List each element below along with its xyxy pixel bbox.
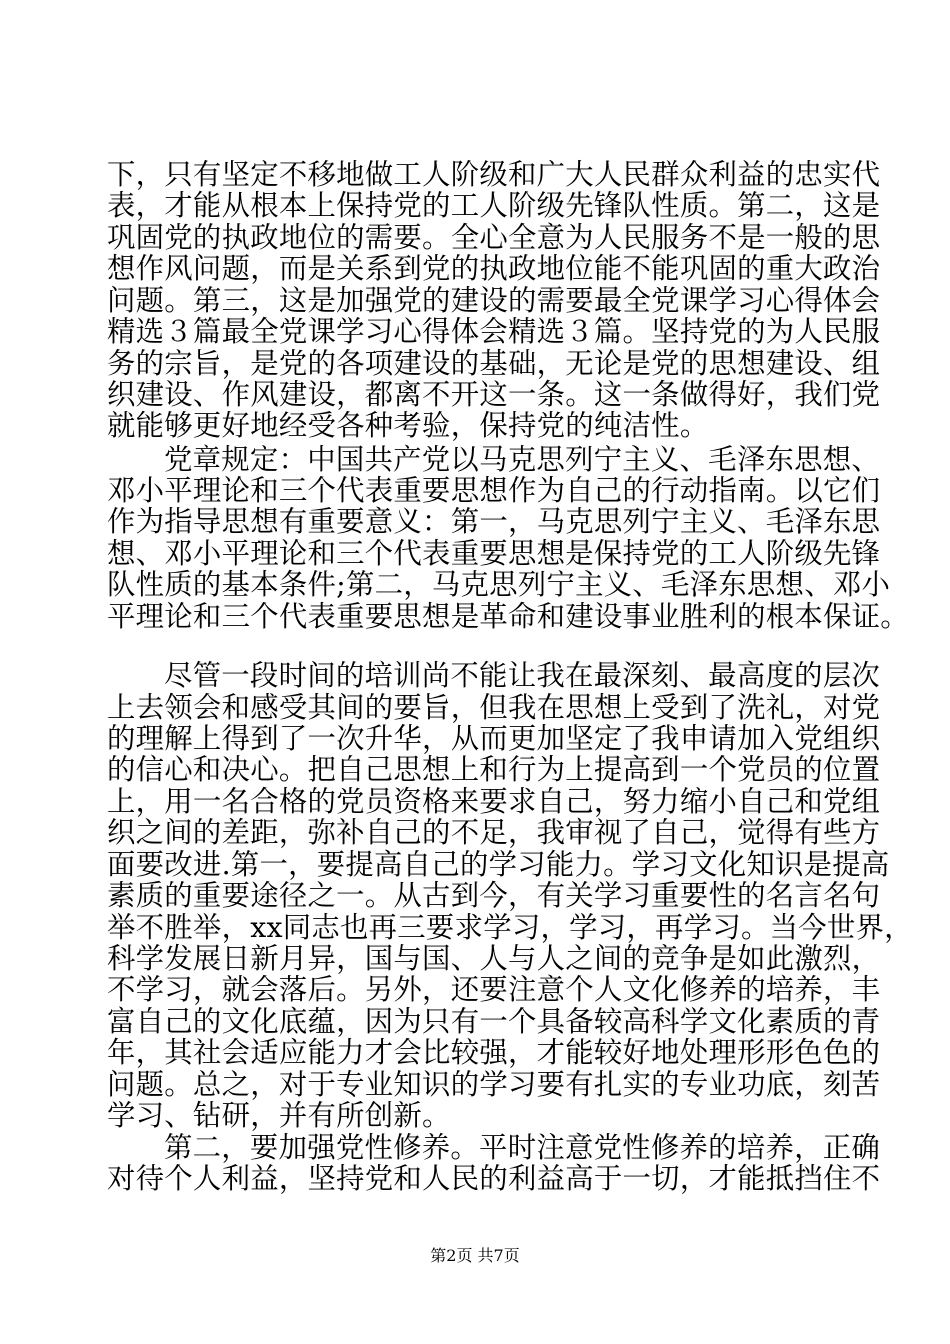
text-line: 织之间的差距，弥补自己的不足，我审视了自己，觉得有些方: [107, 816, 881, 849]
paragraph-start-line: 党章规定：中国共产党以马克思列宁主义、毛泽东思想、: [164, 443, 881, 476]
paragraph-start-line: 尽管一段时间的培训尚不能让我在最深刻、最高度的层次: [164, 659, 881, 692]
text-line: 不学习，就会落后。另外，还要注意个人文化修养的培养，丰: [107, 973, 881, 1006]
text-line: 巩固党的执政地位的需要。全心全意为人民服务不是一般的思: [107, 221, 881, 254]
text-line: 平理论和三个代表重要思想是革命和建设事业胜利的根本保证。: [107, 600, 909, 633]
text-line: 邓小平理论和三个代表重要思想作为自己的行动指南。以它们: [107, 474, 881, 507]
text-line: 富自己的文化底蕴，因为只有一个具备较高科学文化素质的青: [107, 1005, 881, 1038]
page-footer: 第2页 共7页: [430, 1246, 520, 1265]
text-line: 下，只有坚定不移地做工人阶级和广大人民群众利益的忠实代: [107, 158, 881, 191]
text-line: 作为指导思想有重要意义：第一，马克思列宁主义、毛泽东思: [107, 505, 881, 538]
text-line: 就能够更好地经受各种考验，保持党的纯洁性。: [107, 409, 709, 442]
text-line: 想、邓小平理论和三个代表重要思想是保持党的工人阶级先锋: [107, 537, 881, 570]
text-line: 上，用一名合格的党员资格来要求自己，努力缩小自己和党组: [107, 785, 881, 818]
text-line: 素质的重要途径之一。从古到今，有关学习重要性的名言名句: [107, 879, 881, 912]
text-line: 的信心和决心。把自己思想上和行为上提高到一个党员的位置: [107, 753, 881, 786]
text-line: 织建设、作风建设，都离不开这一条。这一条做得好，我们党: [107, 378, 881, 411]
text-line: 问题。第三，这是加强党的建设的需要最全党课学习心得体会: [107, 284, 881, 317]
paragraph-start-line: 第二，要加强党性修养。平时注意党性修养的培养，正确: [164, 1131, 881, 1164]
text-line: 问题。总之，对于专业知识的学习要有扎实的专业功底，刻苦: [107, 1068, 881, 1101]
text-line: 对待个人利益，坚持党和人民的利益高于一切，才能抵挡住不: [107, 1162, 881, 1195]
text-line: 精选３篇最全党课学习心得体会精选３篇。坚持党的为人民服: [107, 315, 881, 348]
text-line: 的理解上得到了一次升华，从而更加坚定了我申请加入党组织: [107, 722, 881, 755]
text-line: 务的宗旨，是党的各项建设的基础，无论是党的思想建设、组: [107, 347, 881, 380]
text-line: 表，才能从根本上保持党的工人阶级先锋队性质。第二，这是: [107, 189, 881, 222]
text-line: 科学发展日新月异，国与国、人与人之间的竞争是如此激烈，: [107, 942, 881, 975]
text-line: 年，其社会适应能力才会比较强，才能较好地处理形形色色的: [107, 1036, 881, 1069]
text-line: 学习、钻研，并有所创新。: [107, 1099, 451, 1132]
text-line: 队性质的基本条件;第二，马克思列宁主义、毛泽东思想、邓小: [107, 568, 891, 601]
text-line: 上去领会和感受其间的要旨，但我在思想上受到了洗礼，对党: [107, 691, 881, 724]
text-line: 面要改进.第一，要提高自己的学习能力。学习文化知识是提高: [107, 848, 890, 881]
text-line: 想作风问题，而是关系到党的执政地位能不能巩固的重大政治: [107, 252, 881, 285]
text-line: 举不胜举，xx同志也再三要求学习，学习，再学习。当今世界，: [107, 911, 913, 944]
